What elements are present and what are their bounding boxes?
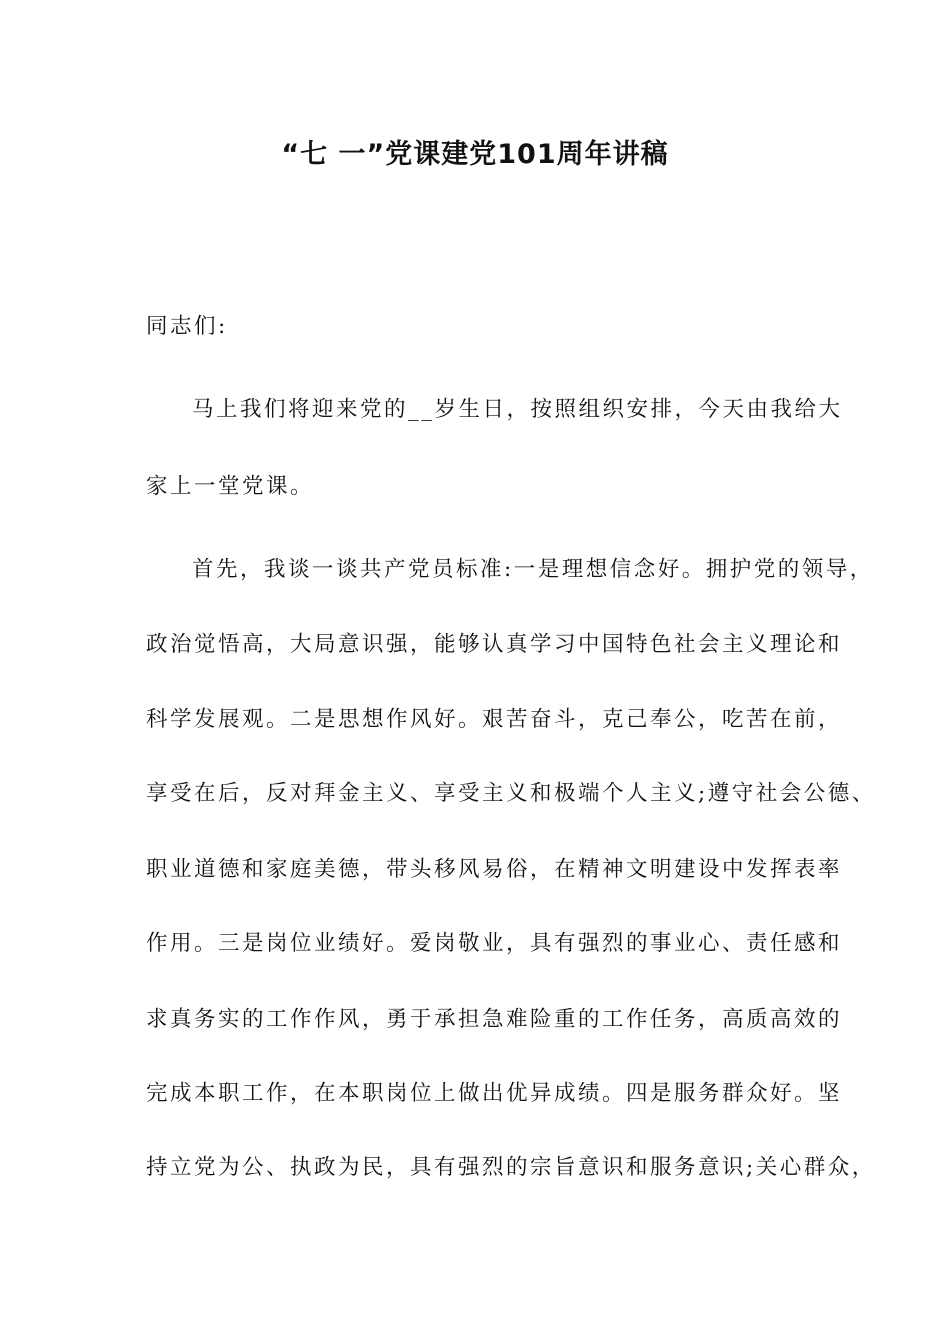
- paragraph-line: 求真务实的工作作风，勇于承担急难险重的工作任务，高质高效的: [146, 1007, 843, 1032]
- paragraph-line: 科学发展观。二是思想作风好。艰苦奋斗，克己奉公，吃苦在前，: [146, 707, 843, 732]
- paragraph-line: 马上我们将迎来党的__岁生日，按照组织安排，今天由我给大: [192, 397, 843, 422]
- paragraph-line: 享受在后，反对拜金主义、享受主义和极端个人主义;遵守社会公德、: [146, 781, 876, 806]
- document-title: “七 一”党课建党101周年讲稿: [281, 139, 669, 170]
- paragraph-line: 家上一堂党课。: [146, 474, 315, 499]
- salutation: 同志们:: [146, 314, 228, 339]
- paragraph-line: 首先，我谈一谈共产党员标准:一是理想信念好。拥护党的领导，: [192, 557, 874, 582]
- paragraph-line: 作用。三是岗位业绩好。爱岗敬业，具有强烈的事业心、责任感和: [146, 931, 843, 956]
- paragraph-line: 职业道德和家庭美德，带头移风易俗，在精神文明建设中发挥表率: [146, 857, 843, 882]
- paragraph-line: 持立党为公、执政为民，具有强烈的宗旨意识和服务意识;关心群众，: [146, 1155, 876, 1180]
- paragraph-line: 政治觉悟高，大局意识强，能够认真学习中国特色社会主义理论和: [146, 632, 843, 657]
- paragraph-line: 完成本职工作，在本职岗位上做出优异成绩。四是服务群众好。坚: [146, 1081, 843, 1106]
